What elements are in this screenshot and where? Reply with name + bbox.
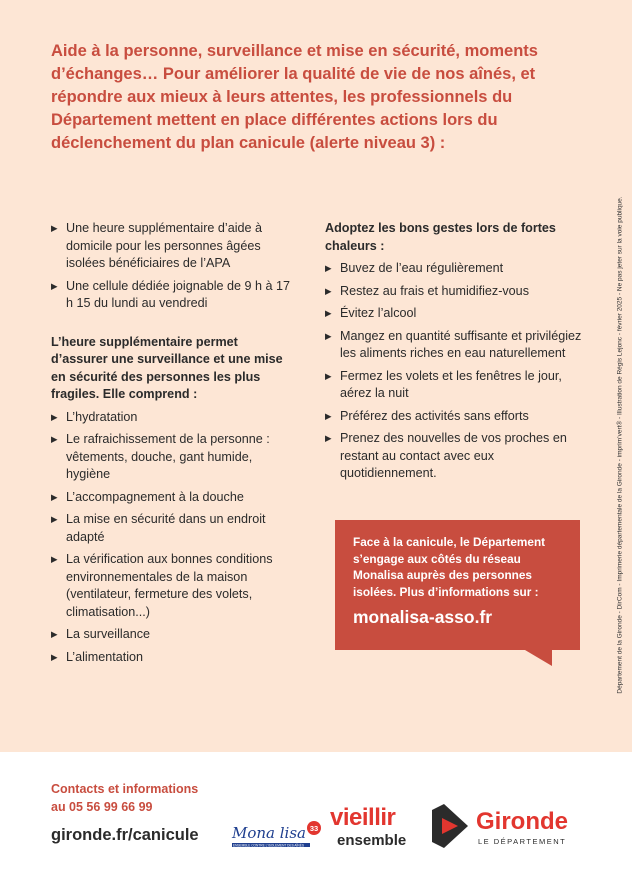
list-item: ▶ La vérification aux bonnes conditions environnementales de la maison (ventilateur, fermeture des volets, climatisation...): [51, 551, 296, 621]
gironde-mark-icon: [428, 804, 472, 848]
list-item: ▶ L’accompagnement à la douche: [51, 489, 296, 507]
monalisa-tagline: ENSEMBLE CONTRE L’ISOLEMENT DES AÎNÉS: [233, 843, 304, 848]
includes-list: [51, 409, 296, 667]
right-column: [325, 220, 587, 488]
list-item: ▶ La mise en sécurité dans un endroit adapté: [51, 511, 296, 546]
list-item: ▶ Une heure supplémentaire d’aide à domicile pour les personnes âgées isolées bénéficiaires de l’APA: [51, 220, 296, 273]
monalisa-wordmark: Mona lisa: [232, 824, 306, 842]
list-item: ▶ Fermez les volets et les fenêtres le jour, aérez la nuit: [325, 368, 587, 403]
list-item: ▶ L’hydratation: [51, 409, 296, 427]
list-item: ▶ Buvez de l’eau régulièrement: [325, 260, 587, 278]
contact-phone[interactable]: au 05 56 99 66 99: [51, 800, 153, 814]
left-column: [51, 220, 296, 671]
list-item: ▶ L’alimentation: [51, 649, 296, 667]
gironde-logo: [428, 804, 588, 850]
list-item: ▶ Le rafraichissement de la personne : vêtements, douche, gant humide, hygiène: [51, 431, 296, 484]
left-subheading: L’heure supplémentaire permet d’assurer une surveillance et une mise en sécurité des personnes les plus fragiles. Elle comprend :: [51, 334, 283, 401]
callout-text: Face à la canicule, le Département s’engage aux côtés du réseau Monalisa auprès des personnes isolées. Plus d’informations sur :: [353, 535, 546, 599]
list-item: ▶ Mangez en quantité suffisante et privilégiez les aliments riches en eau naturellement: [325, 328, 587, 363]
monalisa-logo: [228, 816, 324, 856]
list-item: ▶ Restez au frais et humidifiez-vous: [325, 283, 587, 301]
gironde-subtitle: LE DÉPARTEMENT: [478, 837, 567, 846]
actions-list: [51, 220, 296, 313]
gironde-site-link[interactable]: gironde.fr/canicule: [51, 826, 199, 844]
contacts-title: Contacts et informations: [51, 782, 199, 796]
list-item: ▶ Préférez des activités sans efforts: [325, 408, 587, 426]
monalisa-callout: [335, 520, 580, 650]
gironde-wordmark: Gironde: [476, 808, 569, 835]
list-item: ▶ Évitez l’alcool: [325, 305, 587, 323]
monalisa-link[interactable]: monalisa-asso.fr: [353, 607, 493, 627]
intro-heading: Aide à la personne, surveillance et mise en sécurité, moments d’échanges… Pour améliorer la qualité de vie de nos aînés, et répondre aux mieux à leurs attentes, les professionnels du Département mettent en place différentes actions lors du déclenchement du plan canicule (alerte niveau 3) :: [51, 42, 538, 152]
vieillir-ensemble-logo: [330, 804, 416, 850]
ensemble-wordmark: ensemble: [337, 832, 407, 849]
list-item: ▶ Prenez des nouvelles de vos proches en restant au contact avec eux quotidiennement.: [325, 430, 587, 483]
right-subheading: Adoptez les bons gestes lors de fortes chaleurs :: [325, 221, 556, 253]
vieillir-wordmark: vieillir: [330, 804, 396, 831]
list-item: ▶ Une cellule dédiée joignable de 9 h à 17 h 15 du lundi au vendredi: [51, 278, 296, 313]
legal-text: Département de la Gironde - DirCom - Imprimerie départementale de la Gironde - imprim’vert® - Illustration de Régis Lejonc - février 2025 - Ne pas jeter sur la voie publique.: [616, 196, 624, 694]
monalisa-badge: 33: [309, 824, 319, 833]
gestures-list: [325, 260, 587, 483]
list-item: ▶ La surveillance: [51, 626, 296, 644]
callout-tail: [525, 650, 552, 666]
